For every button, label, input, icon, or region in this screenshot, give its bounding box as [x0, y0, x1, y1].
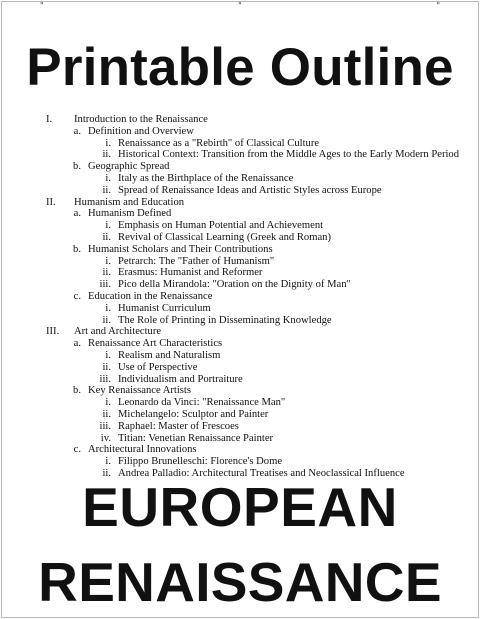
outline-item-number: i.: [105, 137, 111, 149]
outline-item-level-1: [40, 114, 472, 126]
outline-item-text: Raphael: Master of Frescoes: [118, 420, 239, 432]
outline-item-number: i.: [105, 349, 111, 361]
outline-item-text: Leonardo da Vinci: "Renaissance Man": [118, 397, 286, 409]
outline-item-number: a.: [73, 208, 81, 220]
outline-item-text: Historical Context: Transition from the Middle Ages to the Early Modern Period: [118, 149, 460, 161]
outline-item-text: Introduction to the Renaissance: [74, 114, 208, 125]
outline-item-level-3: [40, 138, 472, 150]
outline-item-number: ii.: [102, 267, 111, 279]
outline-item-number: i.: [105, 397, 111, 409]
outline-item-level-2: [40, 208, 472, 220]
outline-item-level-3: [40, 267, 472, 279]
edge-mark: ": [40, 1, 44, 10]
outline-item-text: Humanist Scholars and Their Contributions: [88, 243, 273, 255]
outline-item-text: Spread of Renaissance Ideas and Artistic Styles across Europe: [118, 184, 382, 196]
outline-item-number: ii.: [102, 408, 111, 420]
outline-item-number: i.: [105, 255, 111, 267]
outline-item-text: Italy as the Birthplace of the Renaissance: [118, 172, 294, 184]
outline-item-number: ii.: [102, 361, 111, 373]
outline-item-text: Petrarch: The "Father of Humanism": [118, 255, 275, 267]
outline-item-number: b.: [73, 161, 81, 173]
outline-item-level-3: [40, 256, 472, 268]
outline-item-number: ii.: [102, 184, 111, 196]
outline-item-level-3: [40, 303, 472, 315]
outline-item-number: III.: [46, 326, 60, 338]
outline-item-level-3: [40, 433, 472, 445]
outline-item-number: b.: [73, 243, 81, 255]
outline-item-text: Humanist Curriculum: [118, 302, 211, 314]
outline-item-level-3: [40, 362, 472, 374]
outline-item-level-3: [40, 409, 472, 421]
outline-item-text: Pico della Mirandola: "Oration on the Dignity of Man": [118, 279, 351, 291]
outline-item-text: Art and Architecture: [74, 326, 162, 338]
outline-item-text: Revival of Classical Learning (Greek and Roman): [118, 231, 331, 243]
outline-item-level-3: [40, 185, 472, 197]
outline-item-level-3: [40, 421, 472, 433]
outline-item-level-3: [40, 279, 472, 291]
outline-item-number: i.: [105, 302, 111, 314]
outline-item-level-3: [40, 173, 472, 185]
outline-item-level-1: [40, 197, 472, 209]
subject-title-line1: EUROPEAN: [82, 476, 398, 538]
edge-mark: ": [238, 1, 242, 10]
outline-item-text: Definition and Overview: [88, 125, 194, 137]
outline-item-level-2: [40, 161, 472, 173]
outline-item-text: Geographic Spread: [88, 161, 170, 173]
outline-item-level-2: [40, 444, 472, 456]
outline-item-number: a.: [73, 338, 81, 350]
outline-item-number: I.: [46, 114, 53, 125]
outline-item-text: Michelangelo: Sculptor and Painter: [118, 408, 269, 420]
outline-item-number: c.: [73, 290, 81, 302]
page-title: Printable Outline: [26, 38, 454, 97]
outline-item-text: Titian: Venetian Renaissance Painter: [118, 432, 274, 444]
outline-item-number: ii.: [102, 149, 111, 161]
outline-item-number: iii.: [99, 279, 111, 291]
outline-item-level-1: [40, 326, 472, 338]
outline-item-level-3: [40, 149, 472, 161]
top-edge-marks: [40, 2, 440, 10]
outline-item-level-3: [40, 397, 472, 409]
outline-item-text: Emphasis on Human Potential and Achievement: [118, 220, 324, 232]
outline-item-level-2: [40, 338, 472, 350]
outline-item-text: Key Renaissance Artists: [88, 385, 191, 397]
outline-item-level-2: [40, 126, 472, 138]
outline-item-level-3: [40, 350, 472, 362]
outline-item-level-3: [40, 374, 472, 386]
outline-item-level-2: [40, 244, 472, 256]
outline-item-level-3: [40, 232, 472, 244]
outline-item-text: Renaissance Art Characteristics: [88, 338, 223, 350]
outline-item-level-3: [40, 315, 472, 327]
outline-item-text: Andrea Palladio: Architectural Treatises and Neoclassical Influence: [118, 467, 405, 479]
outline-item-text: Humanism and Education: [74, 196, 185, 208]
outline-item-number: iii.: [99, 373, 111, 385]
outline-item-level-3: [40, 456, 472, 468]
outline-item-text: Humanism Defined: [88, 208, 172, 220]
outline-item-level-2: [40, 291, 472, 303]
outline-item-number: a.: [73, 125, 81, 137]
outline-item-number: ii.: [102, 231, 111, 243]
outline-item-number: ii.: [102, 314, 111, 326]
outline-item-number: II.: [46, 196, 56, 208]
outline-item-text: Education in the Renaissance: [88, 290, 213, 302]
outline-item-number: i.: [105, 220, 111, 232]
outline-list: [40, 114, 472, 480]
outline-item-number: b.: [73, 385, 81, 397]
edge-mark: ": [436, 1, 440, 10]
outline-item-number: c.: [73, 444, 81, 456]
outline-item-number: ii.: [102, 467, 111, 479]
outline-item-text: Renaissance as a "Rebirth" of Classical Culture: [118, 137, 320, 149]
outline-item-text: Filippo Brunelleschi: Florence's Dome: [118, 456, 283, 468]
outline-item-text: Erasmus: Humanist and Reformer: [118, 267, 263, 279]
outline-item-number: iv.: [100, 432, 111, 444]
outline-item-text: Architectural Innovations: [88, 444, 197, 456]
outline-item-text: Individualism and Portraiture: [118, 373, 243, 385]
outline-item-number: iii.: [99, 420, 111, 432]
outline-item-number: i.: [105, 456, 111, 468]
outline-item-number: i.: [105, 172, 111, 184]
outline-item-level-2: [40, 385, 472, 397]
subject-title-line2: RENAISSANCE: [38, 551, 442, 613]
outline-item-text: Realism and Naturalism: [118, 349, 221, 361]
outline-item-level-3: [40, 220, 472, 232]
outline-item-text: Use of Perspective: [118, 361, 198, 373]
outline-item-text: The Role of Printing in Disseminating Knowledge: [118, 314, 332, 326]
